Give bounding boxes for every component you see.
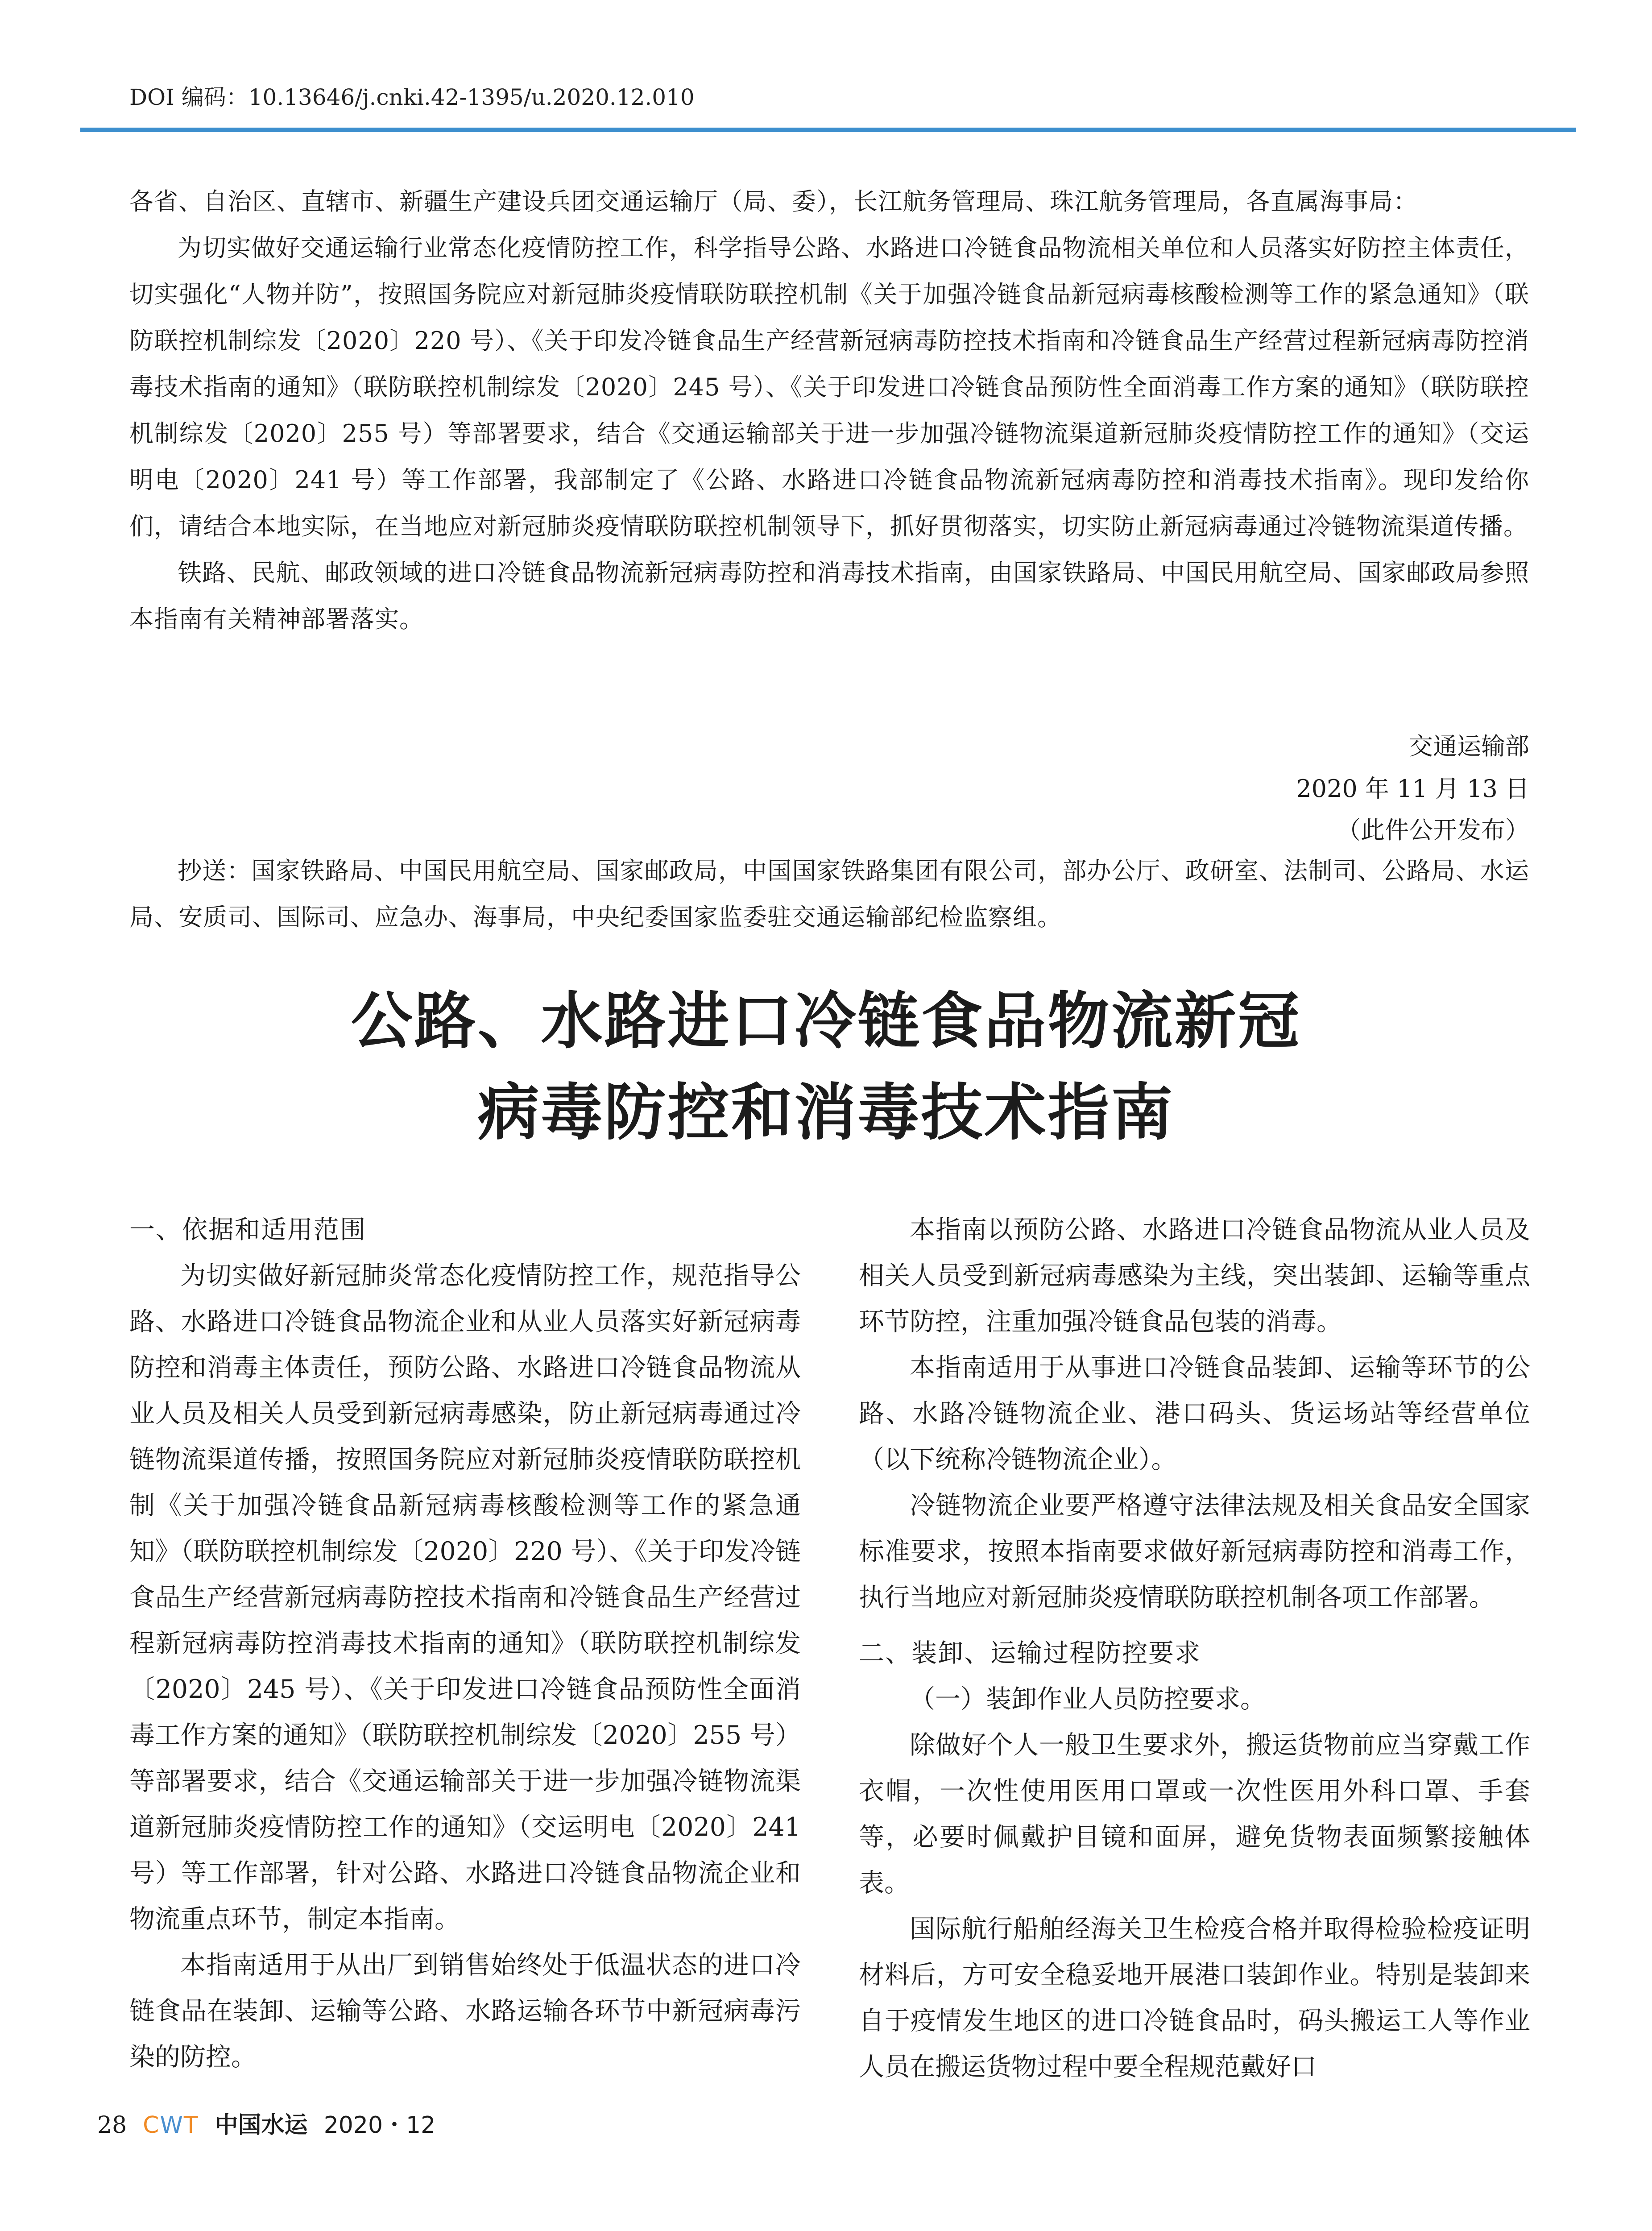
title-line-1: 公路、水路进口冷链食品物流新冠 — [351, 984, 1301, 1057]
signature-date: 2020 年 11 月 13 日 — [1296, 775, 1529, 803]
cwt-logo: CWT — [143, 2112, 199, 2139]
body-paragraph: 本指南适用于从事进口冷链食品装卸、运输等环节的公路、水路冷链物流企业、港口码头、货运场站等经营单位（以下统称冷链物流企业）。 — [859, 1353, 1530, 1474]
issue-number: 2020・12 — [323, 2112, 436, 2139]
page-number: 28 — [97, 2112, 127, 2139]
right-column — [859, 1207, 1530, 2090]
body-paragraph: 为切实做好新冠肺炎常态化疫情防控工作，规范指导公路、水路进口冷链食品物流企业和从业人员落实好新冠病毒防控和消毒主体责任，预防公路、水路进口冷链食品物流从业人员及相关人员受到新冠病毒感染，防止新冠病毒通过冷链物流渠道传播，按照国务院应对新冠肺炎疫情联防联控机制《关于加强冷链食品新冠病毒核酸检测等工作的紧急通知》（联防联控机制综发〔2020〕220 号）、《关于印发冷链食品生产经营新冠病毒防控技术指南和冷链食品生产经营过程新冠病毒防控消毒技术指南的通知》（联防联控机制综发〔2020〕245 号）、《关于印发进口冷链食品预防性全面消毒工作方案的通知》（联防联控机制综发〔2020〕255 号）等部署要求，结合《交通运输部关于进一步加强冷链物流渠道新冠肺炎疫情防控工作的通知》（交运明电〔2020〕241 号）等工作部署，针对公路、水路进口冷链食品物流企业和物流重点环节，制定本指南。 — [129, 1261, 801, 1934]
article-title — [0, 975, 1652, 1158]
signature-note: （此件公开发布） — [1337, 816, 1529, 844]
left-column — [129, 1207, 801, 2080]
subsection-heading: （一）装卸作业人员防控要求。 — [910, 1684, 1266, 1714]
page-footer — [97, 2106, 435, 2140]
body-paragraph: 本指南适用于从出厂到销售始终处于低温状态的进口冷链食品在装卸、运输等公路、水路运输各环节中新冠病毒污染的防控。 — [129, 1950, 801, 2072]
body-paragraph: 除做好个人一般卫生要求外，搬运货物前应当穿戴工作衣帽，一次性使用医用口罩或一次性医用外科口罩、手套等，必要时佩戴护目镜和面屏，避免货物表面频繁接触体表。 — [859, 1730, 1530, 1898]
body-paragraph: 冷链物流企业要严格遵守法律法规及相关食品安全国家标准要求，按照本指南要求做好新冠病毒防控和消毒工作，执行当地应对新冠肺炎疫情联防联控机制各项工作部署。 — [859, 1491, 1530, 1612]
notice-body — [129, 178, 1529, 643]
notice-paragraph: 为切实做好交通运输行业常态化疫情防控工作，科学指导公路、水路进口冷链食品物流相关单位和人员落实好防控主体责任，切实强化“人物并防”，按照国务院应对新冠肺炎疫情联防联控机制《关于加强冷链食品新冠病毒核酸检测等工作的紧急通知》（联防联控机制综发〔2020〕220 号）、《关于印发冷链食品生产经营新冠病毒防控技术指南和冷链食品生产经营过程新冠病毒防控消毒技术指南的通知》（联防联控机制综发〔2020〕245 号）、《关于印发进口冷链食品预防性全面消毒工作方案的通知》（联防联控机制综发〔2020〕255 号）等部署要求，结合《交通运输部关于进一步加强冷链物流渠道新冠肺炎疫情防控工作的通知》（交运明电〔2020〕241 号）等工作部署，我部制定了《公路、水路进口冷链食品物流新冠病毒防控和消毒技术指南》。现印发给你们，请结合本地实际，在当地应对新冠肺炎疫情联防联控机制领导下，抓好贯彻落实，切实防止新冠病毒通过冷链物流渠道传播。 — [129, 234, 1529, 540]
notice-addressee: 各省、自治区、直辖市、新疆生产建设兵团交通运输厅（局、委），长江航务管理局、珠江航务管理局，各直属海事局： — [129, 187, 1418, 216]
body-paragraph: 本指南以预防公路、水路进口冷链食品物流从业人员及相关人员受到新冠病毒感染为主线，突出装卸、运输等重点环节防控，注重加强冷链食品包装的消毒。 — [859, 1215, 1530, 1336]
magazine-name: 中国水运 — [215, 2112, 308, 2139]
section-heading-2: 二、装卸、运输过程防控要求 — [859, 1638, 1201, 1668]
cc-text: 抄送：国家铁路局、中国民用航空局、国家邮政局，中国国家铁路集团有限公司，部办公厅、政研室、法制司、公路局、水运局、安质司、国际司、应急办、海事局，中央纪委国家监委驻交通运输部纪检监察组。 — [129, 857, 1529, 931]
section-heading-1: 一、依据和适用范围 — [129, 1215, 366, 1244]
header-rule — [80, 128, 1576, 132]
doi-line: DOI 编码：10.13646/j.cnki.42-1395/u.2020.12.010 — [129, 84, 695, 110]
body-paragraph: 国际航行船舶经海关卫生检疫合格并取得检验检疫证明材料后，方可安全稳妥地开展港口装卸作业。特别是装卸来自于疫情发生地区的进口冷链食品时，码头搬运工人等作业人员在搬运货物过程中要全程规范戴好口 — [859, 1914, 1530, 2082]
signature-org: 交通运输部 — [1409, 732, 1529, 760]
title-line-2: 病毒防控和消毒技术指南 — [477, 1076, 1175, 1149]
notice-paragraph: 铁路、民航、邮政领域的进口冷链食品物流新冠病毒防控和消毒技术指南，由国家铁路局、中国民用航空局、国家邮政局参照本指南有关精神部署落实。 — [129, 559, 1529, 633]
cc-section — [129, 848, 1529, 941]
